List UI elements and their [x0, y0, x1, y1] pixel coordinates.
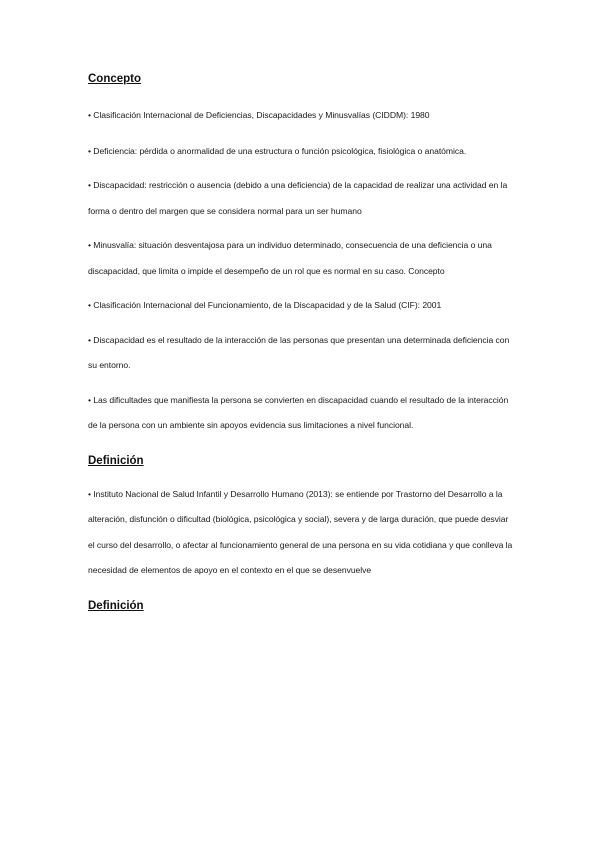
section-heading-definicion-2: Definición — [88, 599, 144, 612]
document-body — [88, 70, 516, 615]
paragraph-discapacidad: • Discapacidad: restricción o ausencia (debido a una deficiencia) de la capacidad de realizar una actividad en la forma o dentro del margen que se considera normal para un ser humano — [88, 180, 508, 216]
paragraph-minusvalia: • Minusvalía: situación desventajosa para un individuo determinado, consecuencia de una deficiencia o una discapacidad, que limita o impide el desempeño de un rol que es normal en su caso. Concepto — [88, 240, 492, 276]
section-heading-concepto: Concepto — [88, 73, 142, 85]
paragraph-discapacidad-interaccion: • Discapacidad es el resultado de la interacción de las personas que presentan una determinada deficiencia con su entorno. — [88, 334, 510, 370]
paragraph-dificultades: • Las dificultades que manifiesta la persona se convierten en discapacidad cuando el resultado de la interacción de la persona con un ambiente sin apoyos evidencia sus limitaciones a nivel funcional. — [88, 394, 509, 430]
section-heading-definicion: Definición — [88, 454, 144, 467]
paragraph-deficiencia: • Deficiencia: pérdida o anormalidad de una estructura o función psicológica, fisiológica o anatómica. — [88, 145, 467, 156]
paragraph-instituto-nacional: • Instituto Nacional de Salud Infantil y Desarrollo Humano (2013): se entiende por Trastorno del Desarrollo a la alteración, disfunción o dificultad (biológica, psicológica y social), severa y de larga duración, que puede desviar el curso del desarrollo, o afectar al funcionamiento general de una persona en su vida cotidiana y que conlleva la necesidad de elementos de apoyo en el contexto en el que se desenvuelve — [88, 488, 513, 575]
paragraph-ciddm: • Clasificación Internacional de Deficiencias, Discapacidades y Minusvalías (CIDDM): 1980 — [88, 110, 430, 120]
paragraph-cif: • Clasificación Internacional del Funcionamiento, de la Discapacidad y de la Salud (CIF): 2001 — [88, 300, 442, 310]
